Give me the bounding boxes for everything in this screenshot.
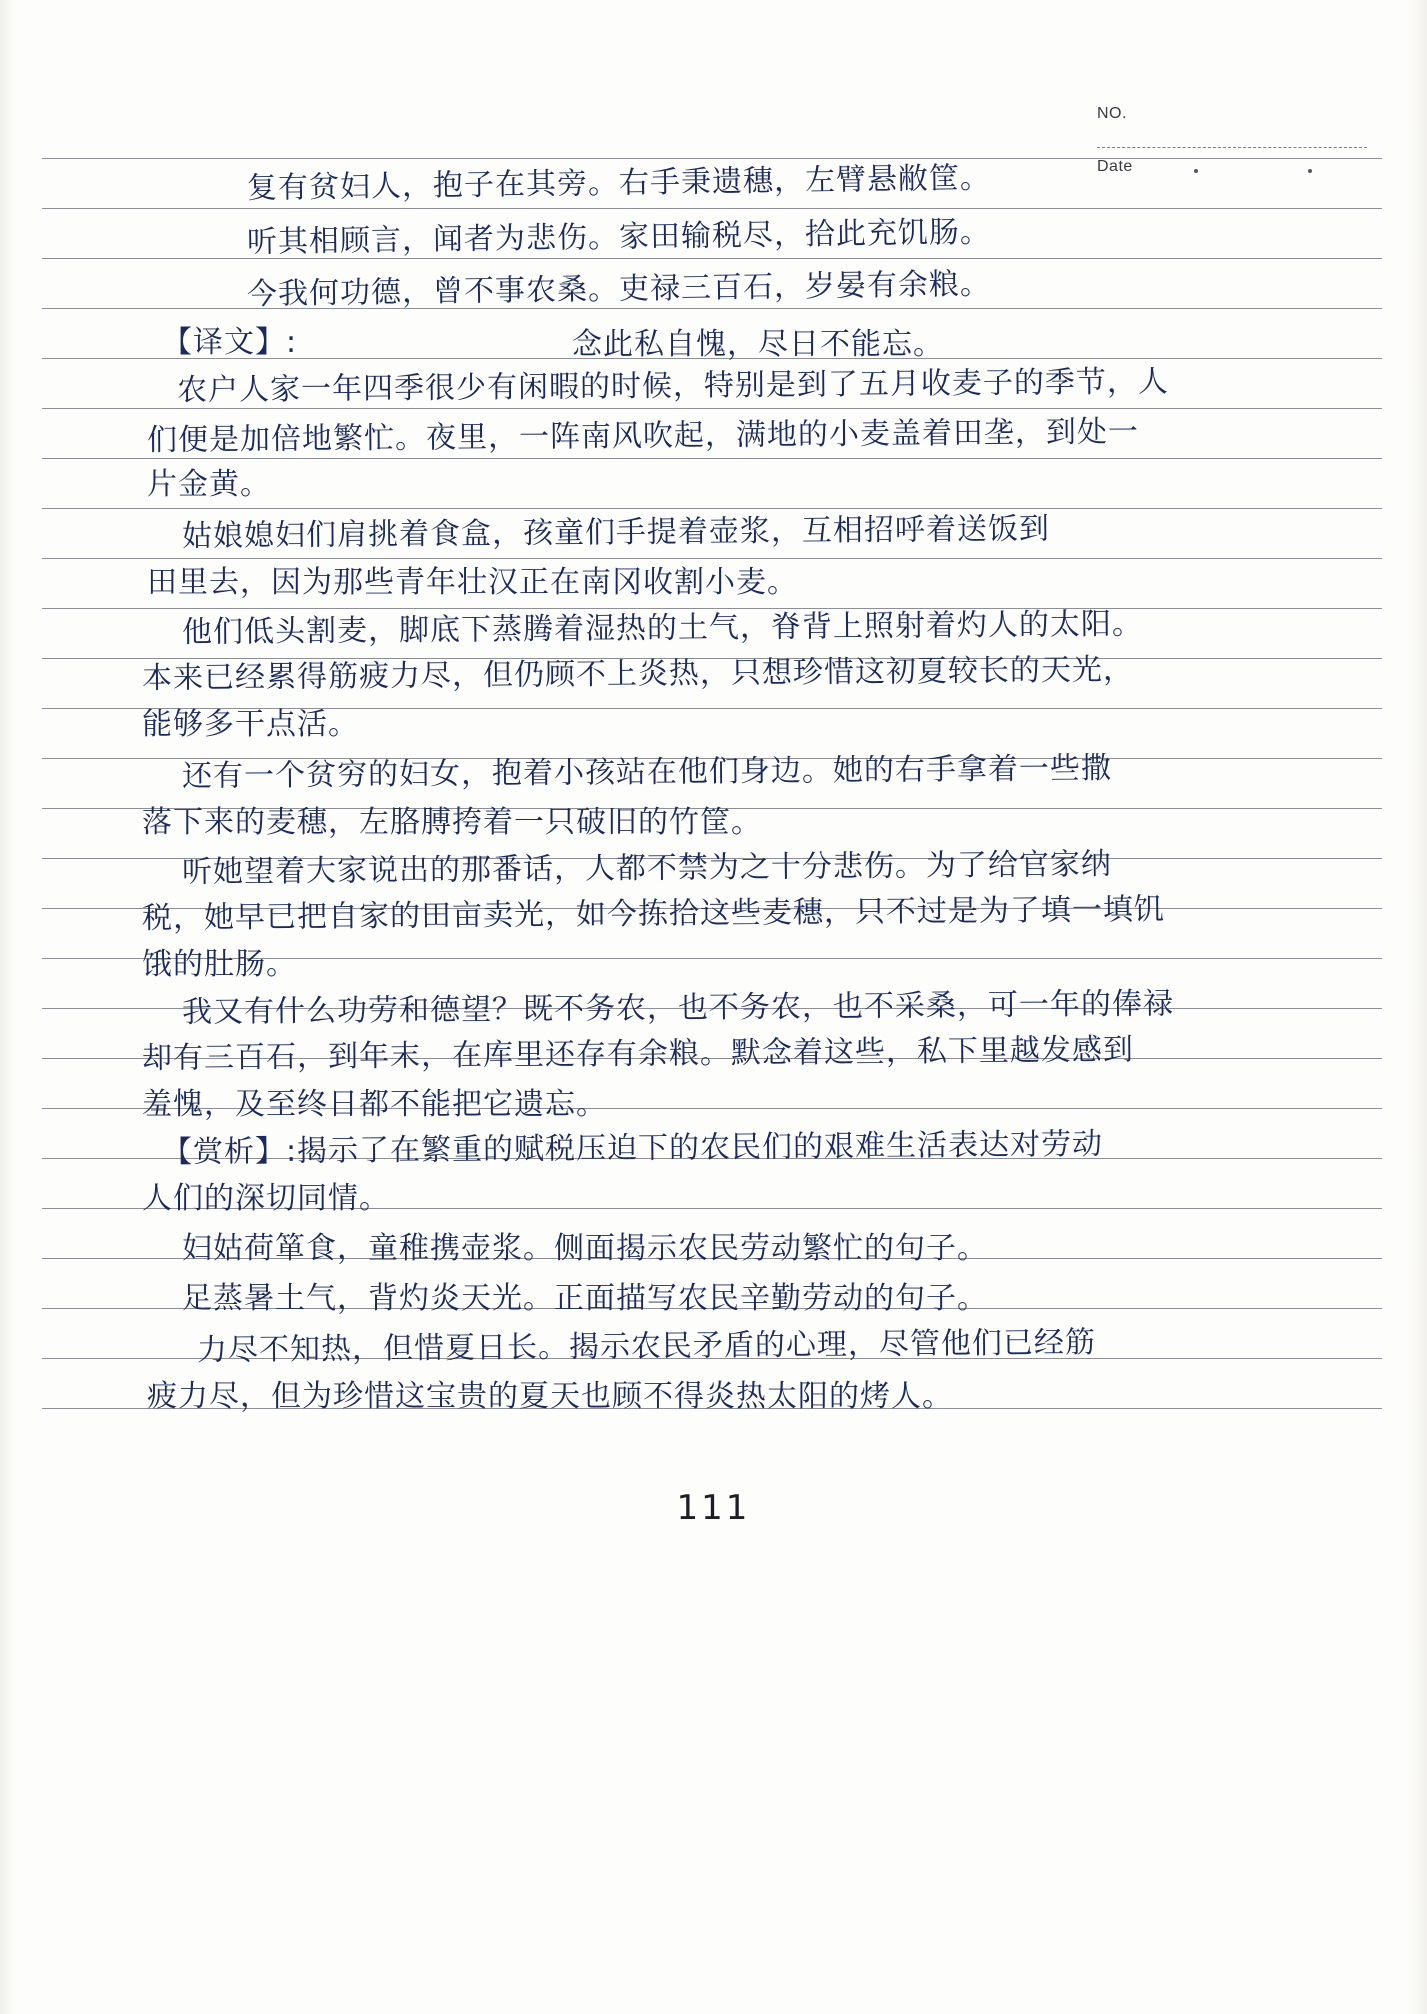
handwritten-line: 力尽不知热，但惜夏日长。揭示农民矛盾的心理，尽管他们已经筋 bbox=[196, 1325, 1097, 1368]
handwritten-line: 片金黄。 bbox=[147, 467, 271, 502]
handwritten-line: 念此私自愧，尽日不能忘。 bbox=[572, 327, 944, 362]
handwritten-line: 听其相顾言，闻者为悲伤。家田输税尽，拾此充饥肠。 bbox=[246, 214, 992, 260]
handwritten-line: 【赏析】:揭示了在繁重的赋税压迫下的农民们的艰难生活表达对劳动 bbox=[161, 1126, 1104, 1170]
handwritten-line: 复有贫妇人，抱子在其旁。右手秉遗穗，左臂悬敝筐。 bbox=[246, 160, 992, 206]
handwritten-line: 妇姑荷箪食，童稚携壶浆。侧面揭示农民劳动繁忙的句子。 bbox=[182, 1231, 988, 1266]
date-label: Date bbox=[1097, 158, 1133, 175]
handwritten-line: 农户人家一年四季很少有闲暇的时候，特别是到了五月收麦子的季节，人 bbox=[176, 364, 1170, 408]
rule-line bbox=[42, 508, 1382, 509]
handwritten-line: 姑娘媳妇们肩挑着食盒，孩童们手提着壶浆，互相招呼着送饭到 bbox=[181, 511, 1051, 554]
handwritten-line: 羞愧，及至终日都不能把它遗忘。 bbox=[142, 1087, 607, 1122]
page-number: 111 bbox=[676, 1488, 751, 1528]
handwritten-line: 本来已经累得筋疲力尽，但仍顾不上炎热，只想珍惜这初夏较长的天光， bbox=[141, 652, 1135, 696]
no-row bbox=[1097, 105, 1367, 123]
no-dashed-line bbox=[1097, 133, 1367, 148]
rule-line bbox=[42, 258, 1382, 259]
handwritten-line: 税，她早已把自家的田亩卖光，如今拣拾这些麦穗，只不过是为了填一填饥 bbox=[141, 892, 1166, 936]
handwritten-line: 落下来的麦穗，左胳膊挎着一只破旧的竹筐。 bbox=[142, 805, 762, 840]
rule-line bbox=[42, 558, 1382, 559]
rule-line bbox=[42, 158, 1382, 159]
rule-line bbox=[42, 408, 1382, 409]
handwritten-line: 还有一个贫穷的妇女，抱着小孩站在他们身边。她的右手拿着一些撒 bbox=[181, 750, 1113, 794]
handwritten-line: 们便是加倍地繁忙。夜里，一阵南风吹起，满地的小麦盖着田垄，到处一 bbox=[146, 414, 1140, 458]
paper-edge-left bbox=[0, 0, 14, 2014]
handwritten-line: 我又有什么功劳和德望？既不务农，也不务农，也不采桑，可一年的俸禄 bbox=[181, 986, 1175, 1030]
rule-line bbox=[42, 608, 1382, 609]
no-label: NO. bbox=[1097, 105, 1127, 122]
handwritten-line: 听她望着大家说出的那番话，人都不禁为之十分悲伤。为了给官家纳 bbox=[181, 846, 1113, 890]
handwritten-line: 却有三百石，到年末，在库里还存有余粮。默念着这些，私下里越发感到 bbox=[141, 1032, 1135, 1076]
rule-line bbox=[42, 308, 1382, 309]
handwritten-line: 能够多干点活。 bbox=[142, 707, 359, 742]
handwritten-line: 人们的深切同情。 bbox=[142, 1181, 390, 1216]
handwritten-line: 【译文】: bbox=[162, 325, 298, 360]
handwritten-line: 他们低头割麦，脚底下蒸腾着湿热的土气，脊背上照射着灼人的太阳。 bbox=[181, 606, 1144, 650]
handwritten-line: 今我何功德，曾不事农桑。吏禄三百石，岁晏有余粮。 bbox=[246, 266, 992, 312]
handwritten-line: 疲力尽，但为珍惜这宝贵的夏天也顾不得炎热太阳的烤人。 bbox=[147, 1379, 953, 1414]
handwritten-line: 足蒸暑土气，背灼炎天光。正面描写农民辛勤劳动的句子。 bbox=[182, 1281, 988, 1316]
paper-edge-right bbox=[1409, 0, 1427, 2014]
no-line-row bbox=[1097, 133, 1367, 148]
rule-line bbox=[42, 458, 1382, 459]
rule-line bbox=[42, 208, 1382, 209]
handwritten-line: 田里去，因为那些青年壮汉正在南冈收割小麦。 bbox=[147, 565, 798, 600]
handwritten-line: 饿的肚肠。 bbox=[142, 947, 297, 982]
